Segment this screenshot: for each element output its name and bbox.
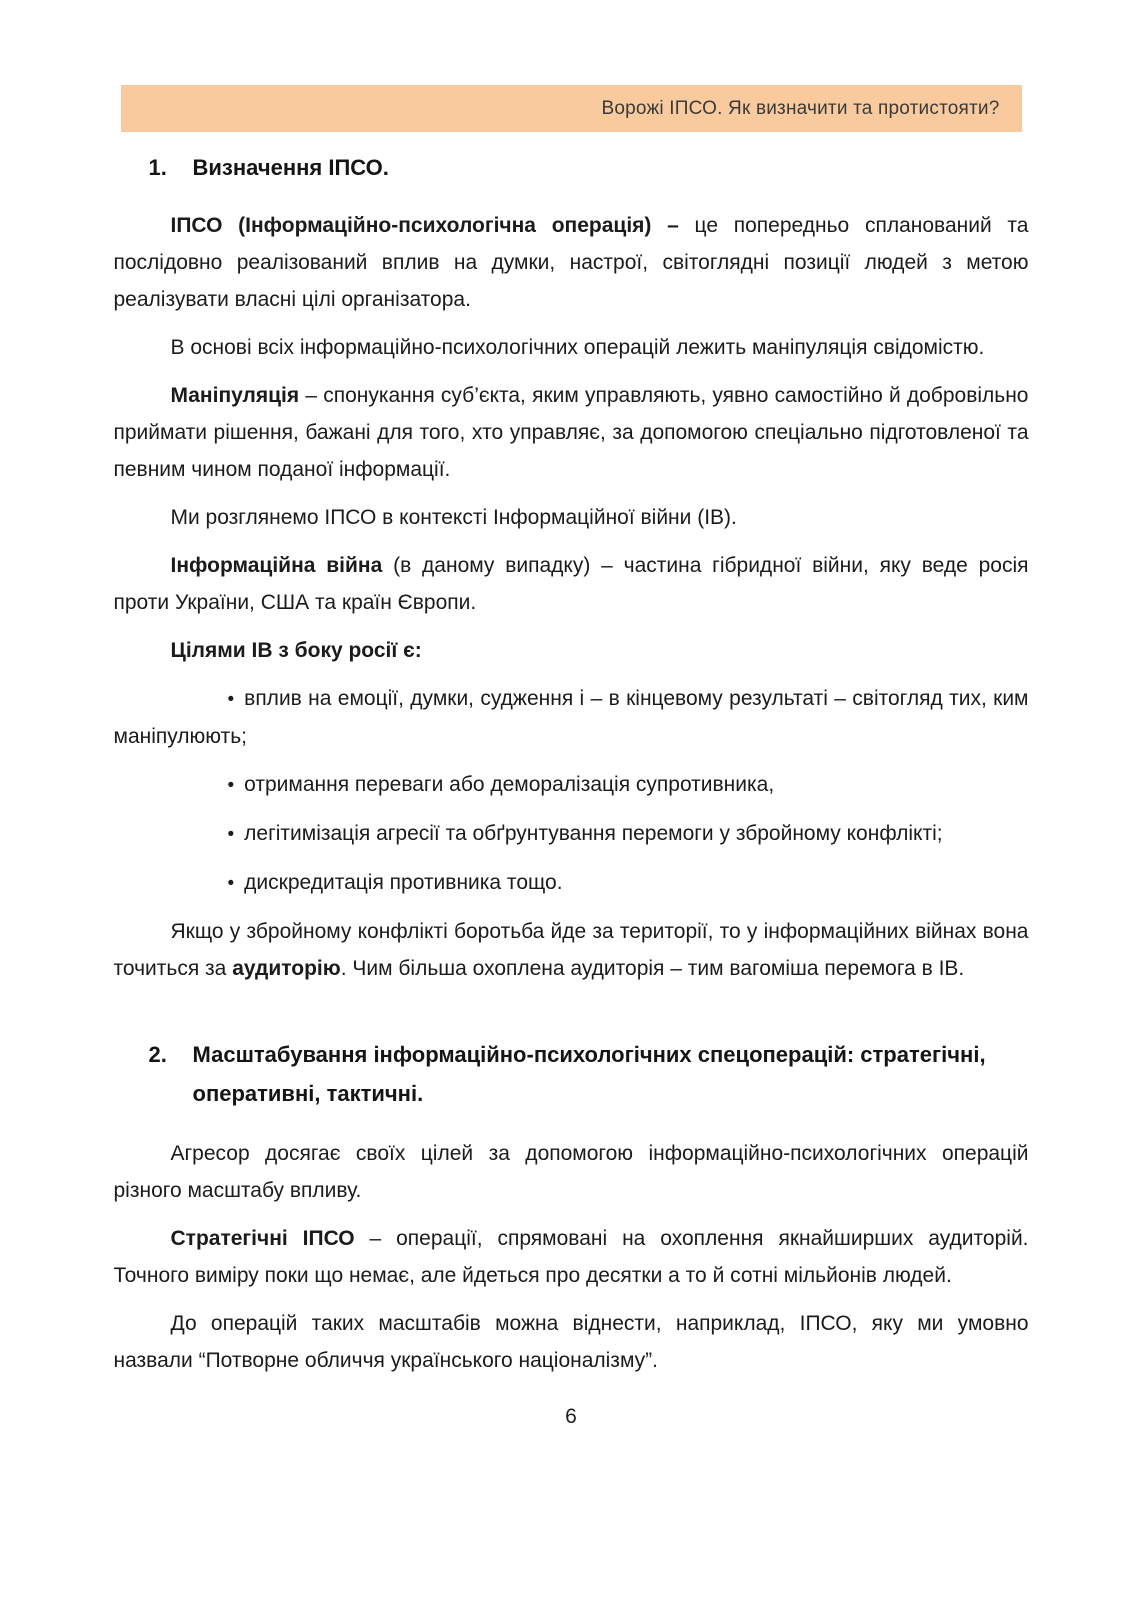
bullet-item: • дискредитація противника тощо. [114,864,1029,902]
bullet-icon: • [227,824,235,845]
section-title: Визначення ІПСО. [192,155,389,180]
section-heading-1 [114,148,1029,187]
section-number: 2. [148,1042,167,1067]
bullet-icon: • [227,689,235,710]
paragraph: Стратегічні ІПСО – операції, спрямовані на охоплення якнайширших аудиторій. Точного виміру поки що немає, але йдеться про десятки а то й сотні мільйонів людей. [113,1227,1029,1287]
bullet-item: • вплив на емоції, думки, судження і – в кінцевому результаті – світогляд тих, ким маніпулюють; [114,680,1029,755]
paragraph: Ми розглянемо ІПСО в контексті Інформаційної війни (ІВ). [170,506,737,529]
paragraph: ІПСО (Інформаційно-психологічна операція) – це попередньо спланований та послідовно реалізований вплив на думки, настрої, світоглядні позиції людей з метою реалізувати власні цілі організатора. [113,214,1029,311]
paragraph: Агресор досягає своїх цілей за допомогою інформаційно-психологічних операцій різного масштабу впливу. [113,1142,1029,1202]
paragraph: Інформаційна війна (в даному випадку) – частина гібридної війни, яку веде росія проти України, США та країн Європи. [113,554,1029,614]
page-content [114,148,1029,1429]
section-heading-2 [114,1035,1029,1113]
bullet-item: • отримання переваги або деморалізація супротивника, [114,766,1029,804]
bullet-item: • легітимізація агресії та обґрунтування перемоги у збройному конфлікті; [114,815,1029,853]
paragraph-lead: Цілями ІВ з боку росії є: [170,639,422,662]
section-number: 1. [148,155,167,180]
bullet-icon: • [227,873,235,894]
page-number: 6 [565,1405,577,1428]
page-header-band [121,85,1022,132]
paragraph: Маніпуляція – спонукання суб’єкта, яким управляють, уявно самостійно й добровільно приймати рішення, бажані для того, хто управляє, за допомогою спеціально підготовленої та певним чином поданої інформації. [113,384,1029,481]
section-title: Масштабування інформаційно-психологічних спецоперацій: стратегічні, оперативні, тактичні. [192,1042,986,1106]
paragraph: До операцій таких масштабів можна віднести, наприклад, ІПСО, яку ми умовно назвали “Потворне обличчя українського націоналізму”. [113,1312,1029,1372]
bullet-icon: • [227,775,235,796]
paragraph: В основі всіх інформаційно-психологічних операцій лежить маніпуляція свідомістю. [170,336,985,359]
running-title: Ворожі ІПСО. Як визначити та протистояти? [601,97,1000,119]
paragraph: Якщо у збройному конфлікті боротьба йде за території, то у інформаційних війнах вона точиться за аудиторію. Чим більша охоплена аудиторія – тим вагоміша перемога в ІВ. [113,920,1029,980]
